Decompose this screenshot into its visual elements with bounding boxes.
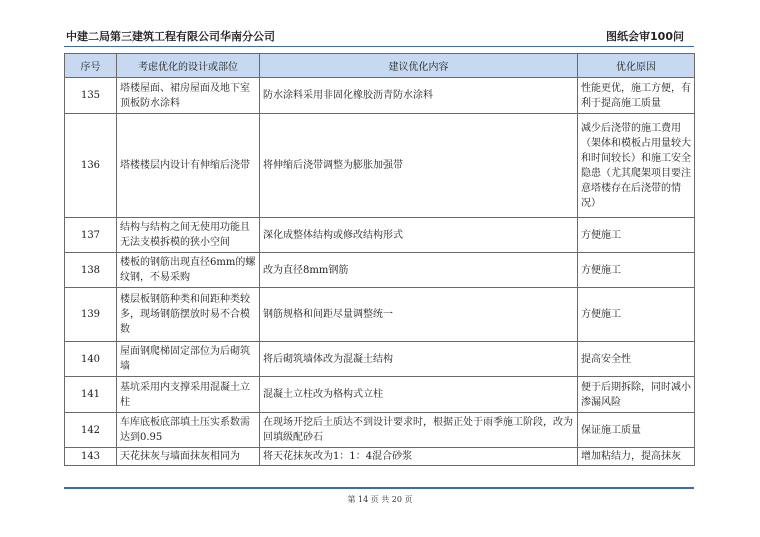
row-no: 138 — [65, 253, 117, 288]
table-row — [65, 78, 695, 114]
col-header-suggestion: 建议优化内容 — [260, 54, 578, 78]
row-part: 基坑采用内支撑采用混凝土立柱 — [117, 377, 260, 413]
col-header-reason: 优化原因 — [578, 54, 695, 78]
row-no: 142 — [65, 413, 117, 448]
row-part: 结构与结构之间无使用功能且无法支模拆模的狭小空间 — [117, 218, 260, 253]
row-reason: 提高安全性 — [578, 342, 695, 377]
col-header-no: 序号 — [65, 54, 117, 78]
row-suggestion: 防水涂料采用非固化橡胶沥青防水涂料 — [260, 78, 578, 114]
header-rule — [64, 46, 694, 47]
table-row — [65, 413, 695, 448]
row-suggestion: 在现场开挖后土质达不到设计要求时，根据正处于雨季施工阶段，改为回填级配砂石 — [260, 413, 578, 448]
page-number: 第 14 页 共 20 页 — [347, 495, 413, 504]
row-no: 140 — [65, 342, 117, 377]
row-reason: 方便施工 — [578, 218, 695, 253]
footer-rule — [64, 487, 694, 489]
row-reason: 减少后浇带的施工费用（架体和模板占用量较大和时间较长）和施工安全隐患（尤其爬架项目要注意塔楼存在后浇带的情况） — [578, 114, 695, 218]
table-header-row — [65, 54, 695, 78]
row-no: 137 — [65, 218, 117, 253]
row-suggestion: 深化成整体结构或修改结构形式 — [260, 218, 578, 253]
row-no: 135 — [65, 78, 117, 114]
table-row — [65, 448, 695, 466]
row-suggestion: 钢筋规格和间距尽量调整统一 — [260, 288, 578, 342]
row-suggestion: 将伸缩后浇带调整为膨胀加强带 — [260, 114, 578, 218]
row-part: 天花抹灰与墙面抹灰相同为 — [117, 448, 260, 466]
row-reason: 保证施工质量 — [578, 413, 695, 448]
table-row — [65, 218, 695, 253]
row-part: 塔楼屋面、裙房屋面及地下室顶板防水涂料 — [117, 78, 260, 114]
row-part: 塔楼楼层内设计有伸缩后浇带 — [117, 114, 260, 218]
row-suggestion: 将天花抹灰改为1：1：4混合砂浆 — [260, 448, 578, 466]
col-header-part: 考虑优化的设计或部位 — [117, 54, 260, 78]
row-suggestion: 改为直径8mm钢筋 — [260, 253, 578, 288]
table-row — [65, 288, 695, 342]
optimization-table — [64, 53, 695, 466]
table-row — [65, 253, 695, 288]
row-part: 屋面钢爬梯固定部位为后砌筑墙 — [117, 342, 260, 377]
row-no: 139 — [65, 288, 117, 342]
row-reason: 方便施工 — [578, 288, 695, 342]
row-reason: 增加粘结力，提高抹灰 — [578, 448, 695, 466]
table-row — [65, 342, 695, 377]
row-reason: 方便施工 — [578, 253, 695, 288]
row-part: 楼板的钢筋出现直径6mm的螺纹钢，不易采购 — [117, 253, 260, 288]
row-reason: 性能更优，施工方便，有利于提高施工质量 — [578, 78, 695, 114]
row-part: 楼层板钢筋种类和间距种类较多，现场钢筋摆放时易不合模数 — [117, 288, 260, 342]
row-no: 136 — [65, 114, 117, 218]
document-title: 图纸会审100问 — [606, 30, 684, 43]
row-reason: 便于后期拆除，同时减小渗漏风险 — [578, 377, 695, 413]
row-part: 车库底板底部填土压实系数需达到0.95 — [117, 413, 260, 448]
company-name: 中建二局第三建筑工程有限公司华南分公司 — [66, 30, 275, 43]
table-row — [65, 377, 695, 413]
table-row — [65, 114, 695, 218]
row-no: 143 — [65, 448, 117, 466]
row-suggestion: 混凝土立柱改为格构式立柱 — [260, 377, 578, 413]
row-suggestion: 将后砌筑墙体改为混凝土结构 — [260, 342, 578, 377]
row-no: 141 — [65, 377, 117, 413]
